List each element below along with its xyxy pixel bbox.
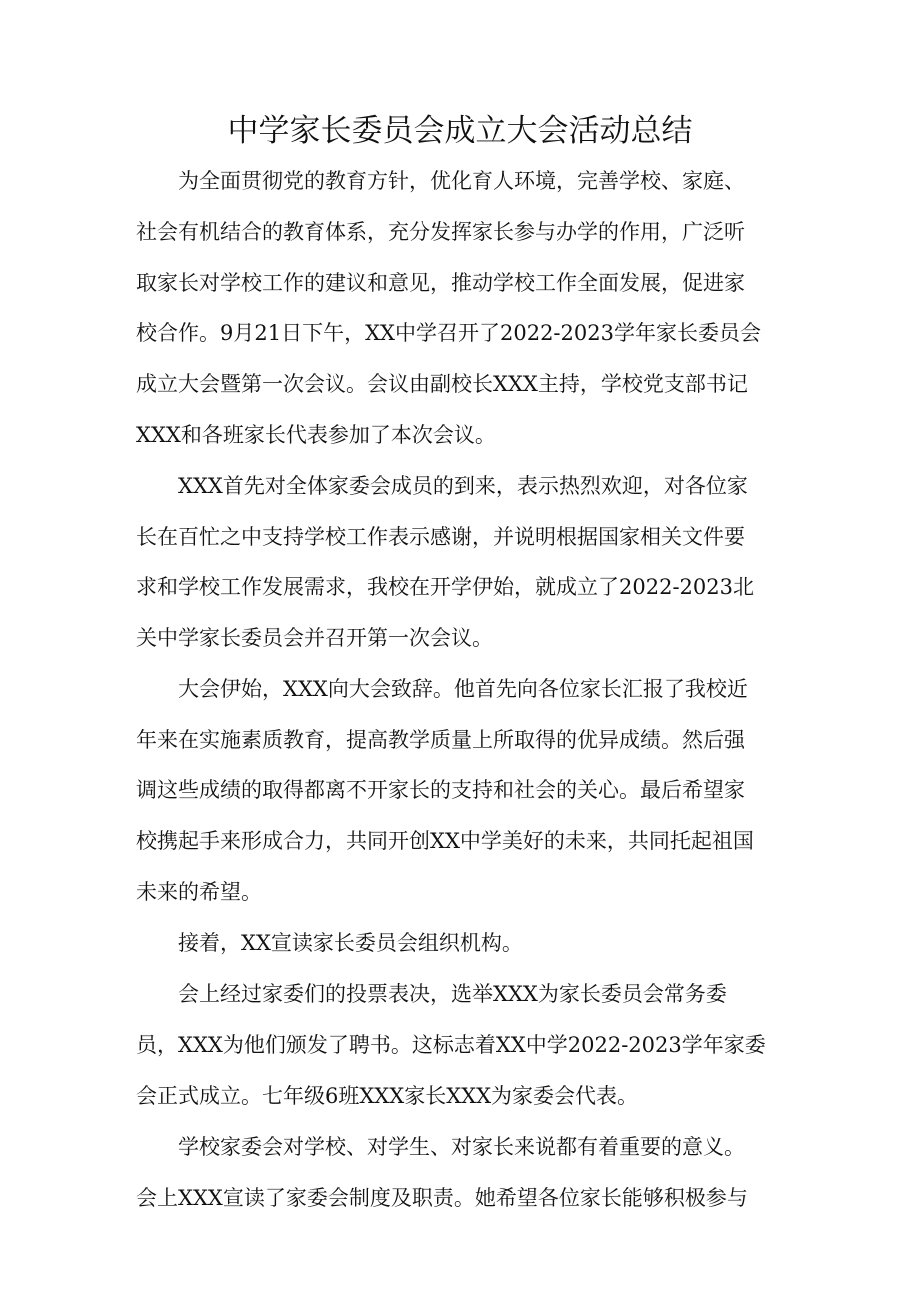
paragraph-line: 会上XXX宣读了家委会制度及职责。她希望各位家长能够积极参与 xyxy=(136,1186,748,1210)
paragraph-line: 员，XXX为他们颁发了聘书。这标志着XX中学2022-2023学年家委 xyxy=(136,1033,766,1057)
paragraph-line: 关中学家长委员会并召开第一次会议。 xyxy=(136,626,493,650)
paragraph-line: 大会伊始，XXX向大会致辞。他首先向各位家长汇报了我校近 xyxy=(178,677,748,701)
paragraph-line: 成立大会暨第一次会议。会议由副校长XXX主持，学校党支部书记 xyxy=(136,372,748,396)
paragraph-line: 取家长对学校工作的建议和意见，推动学校工作全面发展，促进家 xyxy=(136,271,745,295)
document-title: 中学家长委员会成立大会活动总结 xyxy=(227,113,693,149)
paragraph-line: XXX和各班家长代表参加了本次会议。 xyxy=(136,423,496,447)
paragraph-line: 求和学校工作发展需求，我校在开学伊始，就成立了2022-2023北 xyxy=(136,575,754,599)
paragraph-line: 年来在实施素质教育，提高教学质量上所取得的优异成绩。然后强 xyxy=(136,728,745,752)
paragraph-line: 会上经过家委们的投票表决，选举XXX为家长委员会常务委 xyxy=(178,982,727,1006)
paragraph-line: 调这些成绩的取得都离不开家长的支持和社会的关心。最后希望家 xyxy=(136,778,745,802)
paragraph-line: 未来的希望。 xyxy=(136,880,262,904)
paragraph-line: 社会有机结合的教育体系，充分发挥家长参与办学的作用，广泛听 xyxy=(136,220,745,244)
paragraph-line: 校携起手来形成合力，共同开创XX中学美好的未来，共同托起祖国 xyxy=(136,829,754,853)
paragraph-line: 接着，XX宣读家长委员会组织机构。 xyxy=(178,931,523,955)
paragraph-line: 长在百忙之中支持学校工作表示感谢，并说明根据国家相关文件要 xyxy=(136,525,745,549)
paragraph-line: 校合作。9月21日下午，XX中学召开了2022-2023学年家长委员会 xyxy=(136,321,761,345)
paragraph-line: XXX首先对全体家委会成员的到来，表示热烈欢迎，对各位家 xyxy=(178,474,748,498)
paragraph-line: 会正式成立。七年级6班XXX家长XXX为家委会代表。 xyxy=(136,1084,639,1108)
paragraph-line: 学校家委会对学校、对学生、对家长来说都有着重要的意义。 xyxy=(178,1135,745,1159)
paragraph-line: 为全面贯彻党的教育方针，优化育人环境，完善学校、家庭、 xyxy=(178,169,745,193)
